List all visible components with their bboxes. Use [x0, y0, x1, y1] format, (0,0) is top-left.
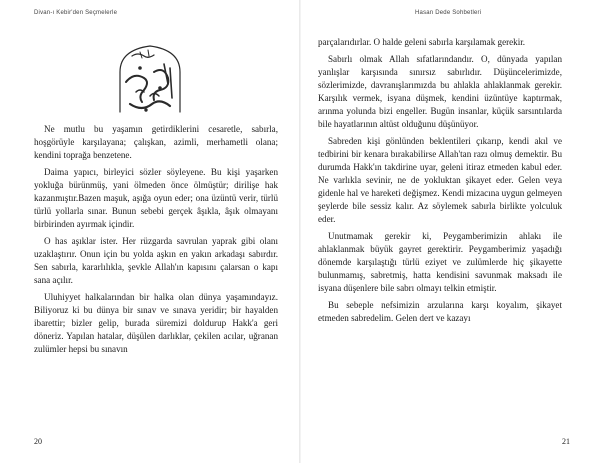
- left-paragraph-2: Daima yapıcı, birleyici sözler söyleyene. Bu kişi yaşarken yokluğa bürünmüş, yani ölmeden önce ölmüştür; dirilişe hak kazanmıştır.Bazen maşuk, aşığa oyun eder; ona üzüntü verir, türlü türlü yollarla sınar. Bunun sebebi gerçek âşıkla, âşık olmayanı birbirinden ayırmak içindir.: [34, 167, 278, 229]
- right-continuation: parçalarıdırlar. O halde geleni sabırla karşılamak gerekir.: [318, 37, 526, 47]
- right-paragraph-4: Bu sebeple nefsimizin arzularına karşı koyalım, şikayet etmeden sabredelim. Gelen dert ve kazayı: [318, 300, 562, 323]
- left-running-head: Divan-ı Kebir'den Seçmelerle: [34, 10, 118, 16]
- right-paragraph-3: Unutmamak gerekir ki, Peygamberimizin ahlakı ile ahlaklanmak büyük gayret gerektirir. Peygamberimiz yaşadığı dönemde karşılaştığı türlü eziyet ve zulümlerde hiç şikayette bulunmamış, sabretmiş, hatta kendisini savunmak maksadı ile isyana düşenlere bile sabrı olmayı telkin etmiştir.: [318, 231, 562, 293]
- right-page-number: 21: [562, 437, 570, 446]
- right-body-text: [318, 36, 562, 329]
- left-paragraph-3: O has aşıklar ister. Her rüzgarda savrulan yaprak gibi olanı uzaklaştırır. Onun için bu yolda aşkın en yakın arkadaşı sabırdır. Sen sabırla, kararlılıkla, şevkle Allah'ın kapısını çalarsan o kapı sana açılır.: [34, 236, 278, 285]
- calligraphy-emblem-icon: [110, 42, 190, 118]
- right-running-head: Hasan Dede Sohbetleri: [415, 10, 482, 16]
- left-paragraph-4: Uluhiyyet halkalarından bir halka olan dünya yaşamındayız. Biliyoruz ki bu dünya bir sınav ve sınava yeridir; bir hayalden ibarettir; bizler gelip, burada süremizi doldurup Hakk'a geri döneriz. Yapılan hatalar, düşülen darlıklar, çekilen acılar, uğranan zulümler hepsi bu sınavın: [34, 292, 278, 354]
- left-paragraph-1: Ne mutlu bu yaşamın getirdiklerini cesaretle, sabırla, hoşgörüyle karşılayana; çalışkan, azimli, merhametli olana; kendini toprağa benzetene.: [34, 124, 278, 160]
- right-paragraph-2: Sabreden kişi gönlünden beklentileri çıkarıp, kendi akıl ve tedbirini bir kenara bırakabilirse Allah'tan razı olmuş demektir. Bu durumda Hakk'ın takdirine uyar, geleni itiraz etmeden kabul eder. Ne varlıkla sevinir, ne de yokluktan şikayet eder. Gelen veya gidenle hal ve hareketi değişmez. Kendi mizacına uygun gelmeyen şeylerde bile sessiz kalır. Az söylemek sabırla birlikte yolculuk eder.: [318, 136, 562, 224]
- left-body-text: [34, 123, 278, 360]
- right-page: [300, 0, 600, 463]
- left-page-number: 20: [34, 437, 42, 446]
- right-paragraph-1: Sabırlı olmak Allah sıfatlarındandır. O, dünyada yapılan yanlışlar karşısında sınırsız sabırlıdır. Düşüncelerimizde, sözlerimizde, davranışlarımızda bu ahlakla ahlaklanmak gerekir. Karşılık vermek, isyana düşmek, kendini üzüntüye kaptırmak, arınma yolunda bizi engeller. Bugün insanlar, küçük sarsıntılarda bile hayatlarının altüst olduğunu düşünüyor.: [318, 54, 562, 129]
